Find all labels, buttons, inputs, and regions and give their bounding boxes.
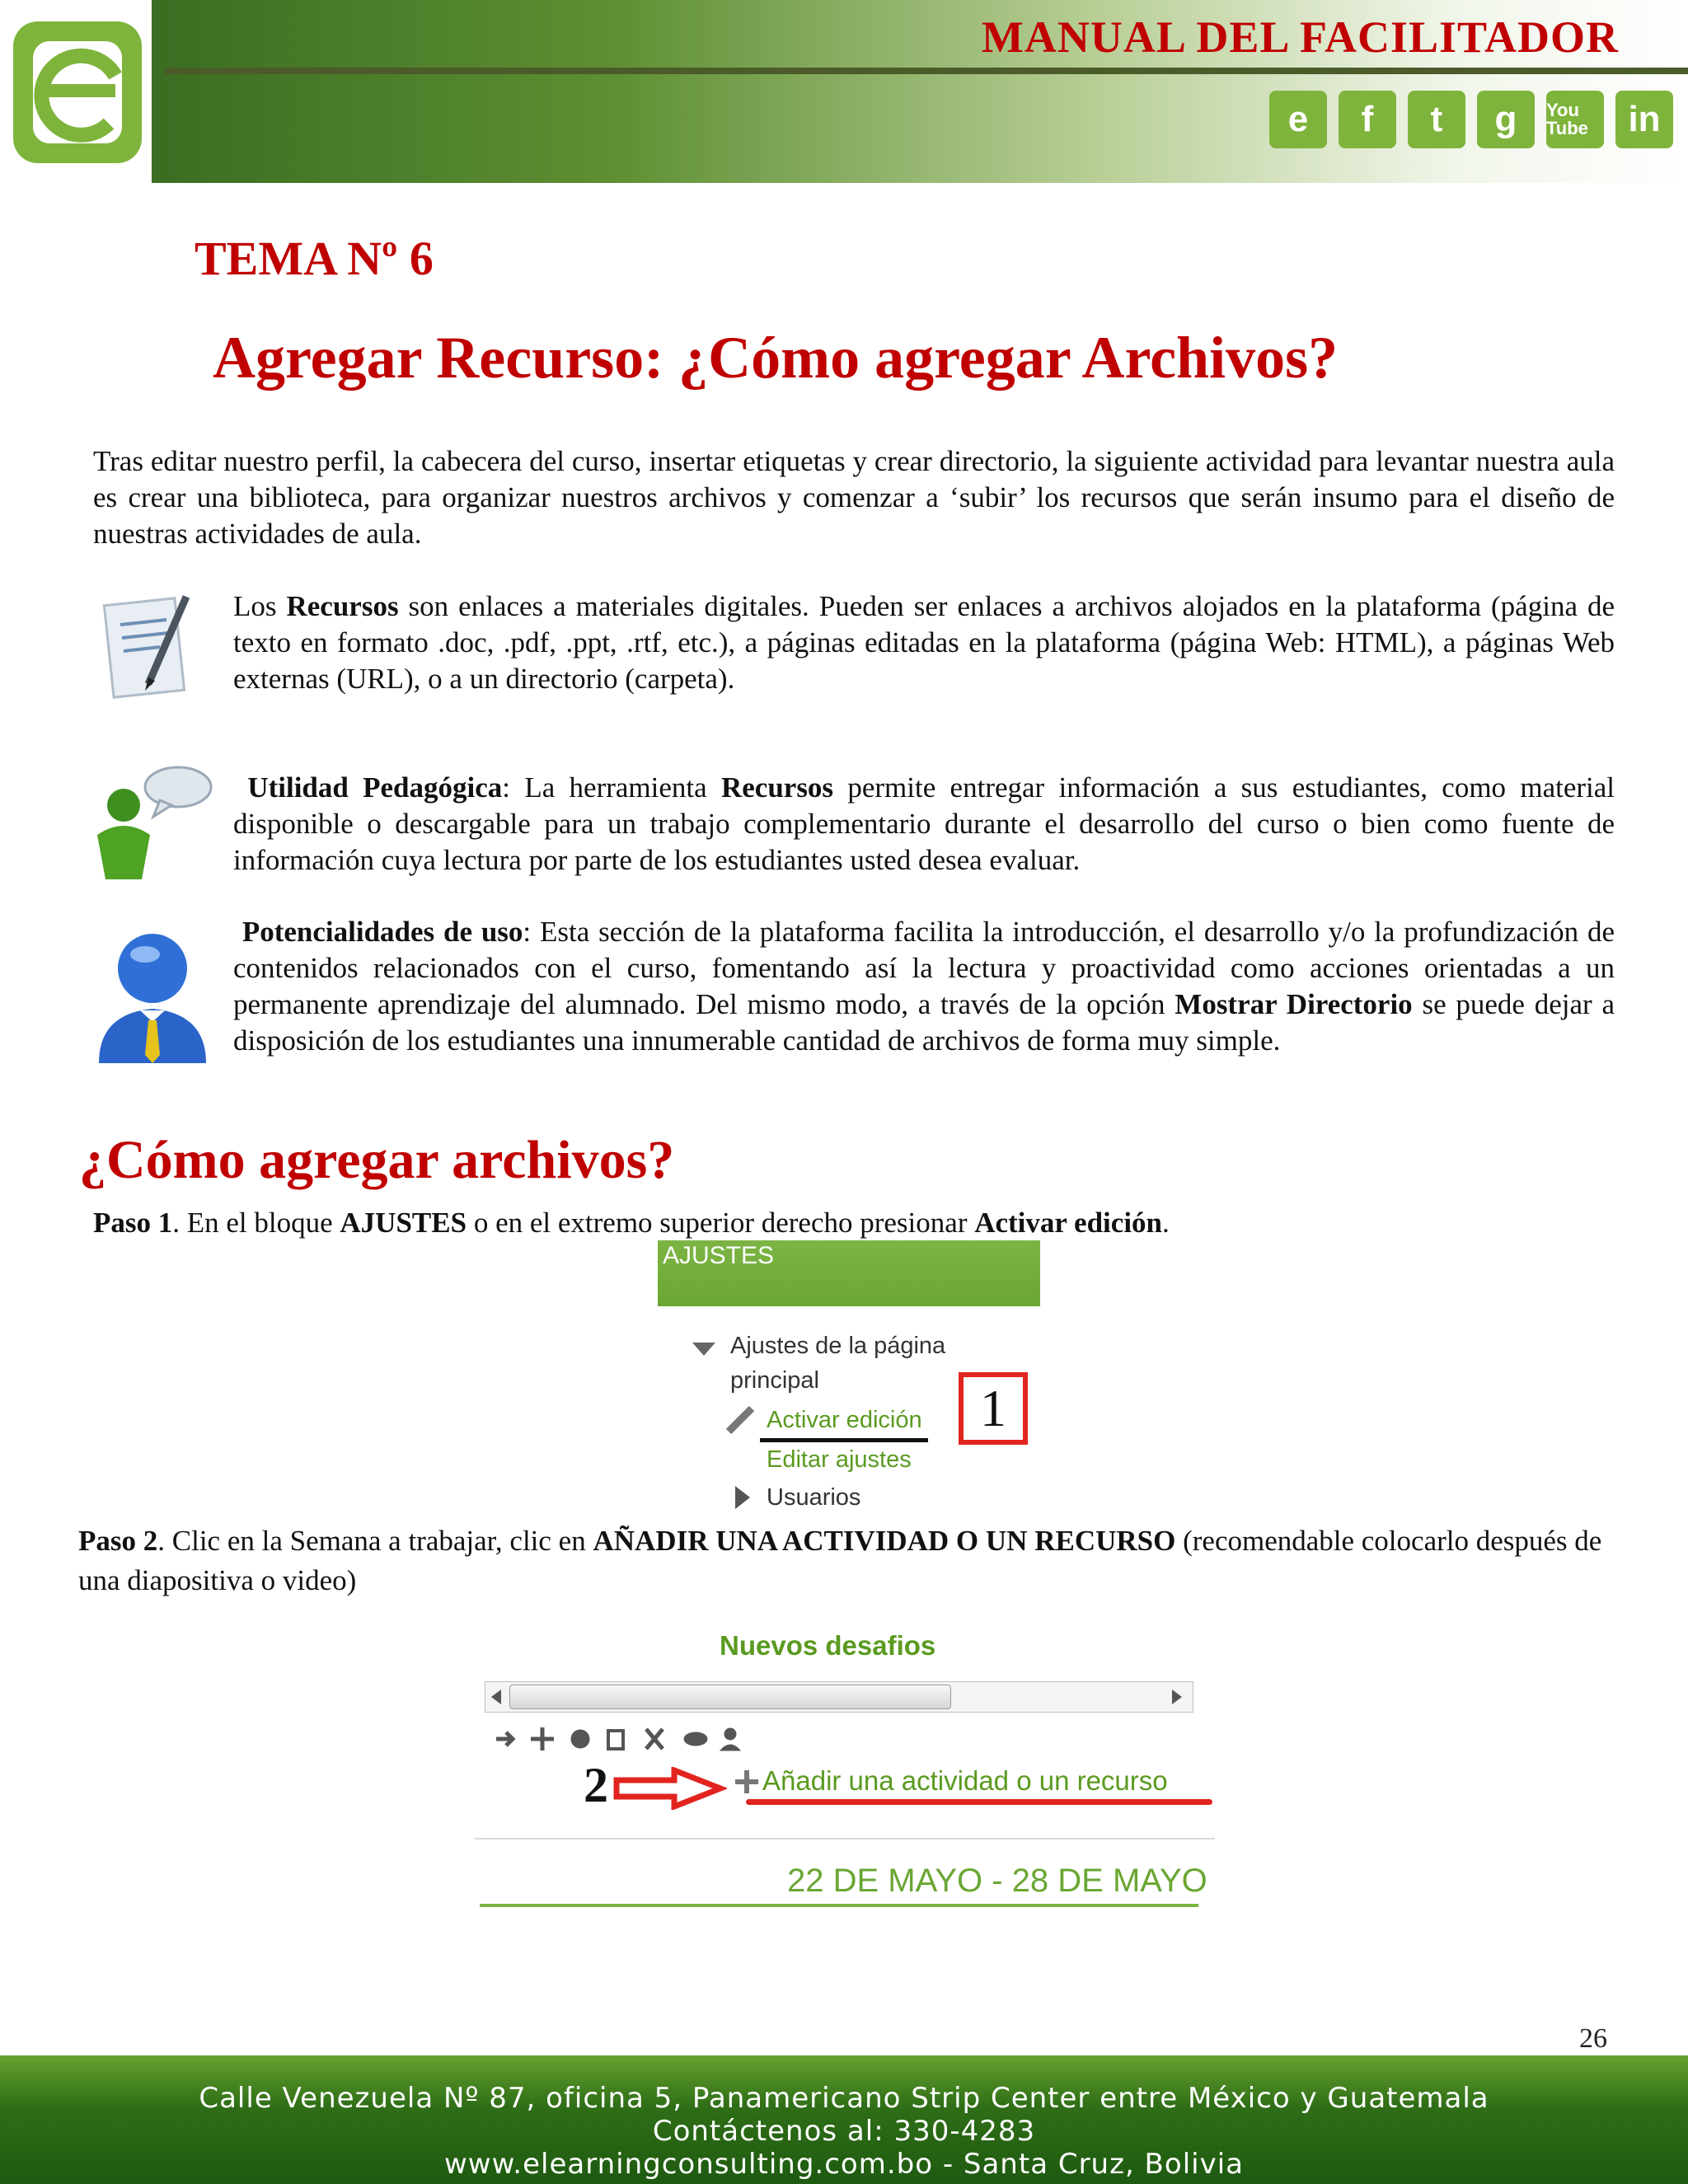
manual-title: MANUAL DEL FACILITADOR [981, 12, 1619, 62]
triangle-down-icon [692, 1343, 715, 1359]
activar-edicion-link[interactable]: Activar edición [767, 1407, 922, 1433]
facebook-icon[interactable]: f [1339, 91, 1396, 148]
paso-2-text: Paso 2. Clic en la Semana a trabajar, clic en AÑADIR UNA ACTIVIDAD O UN RECURSO (recomendable colocarlo después de una diapositiva o video) [78, 1525, 1602, 1596]
week-heading: Nuevos desafios [720, 1630, 936, 1661]
googleplus-icon[interactable]: g [1477, 91, 1535, 148]
red-underline [746, 1799, 1212, 1805]
scroll-right-arrow-icon[interactable] [1172, 1690, 1184, 1704]
step-2-marker: 2 [584, 1758, 608, 1812]
business-user-icon [91, 923, 198, 1047]
editar-ajustes-link[interactable]: Editar ajustes [767, 1446, 912, 1473]
scroll-left-arrow-icon[interactable] [491, 1690, 503, 1704]
ajustes-label: AJUSTES [663, 1242, 775, 1269]
red-arrow-icon [612, 1767, 727, 1810]
usuarios-link[interactable]: Usuarios [767, 1484, 861, 1511]
triangle-right-icon [735, 1486, 752, 1509]
ajustes-pagina-label[interactable]: Ajustes de la página [730, 1333, 946, 1359]
topic-number: TEMA Nº 6 [195, 232, 434, 285]
page-title: Agregar Recurso: ¿Cómo agregar Archivos? [213, 325, 1339, 391]
activar-underline [760, 1438, 928, 1442]
step-1-marker: 1 [959, 1372, 1028, 1445]
intro-paragraph: Tras editar nuestro perfil, la cabecera del curso, insertar etiquetas y crear directorio, la siguiente actividad para levantar nuestra aula es crear una biblioteca, para organizar nuestros archivos y comenzar a ‘subir’ los recursos que serán insumo para el diseño de nuestras actividades de aula. [93, 445, 1615, 550]
footer-address: Calle Venezuela Nº 87, oficina 5, Panamericano Strip Center entre México y Guatemala [199, 2082, 1489, 2115]
section-title: ¿Cómo agregar archivos? [79, 1130, 675, 1190]
plus-icon [734, 1769, 760, 1795]
company-logo [0, 0, 152, 183]
paso-1-text: Paso 1. En el bloque AJUSTES o en el extremo superior derecho presionar Activar edición. [93, 1207, 1170, 1239]
elearning-logo-icon [0, 0, 152, 183]
elearning-logo-icon[interactable]: e [1269, 91, 1327, 148]
twitter-icon[interactable]: t [1408, 91, 1465, 148]
next-week-title[interactable]: 22 DE MAYO - 28 DE MAYO [787, 1863, 1207, 1899]
edit-toolbar [495, 1722, 750, 1755]
footer-website: www.elearningconsulting.com.bo - Santa Cruz, Bolivia [444, 2148, 1244, 2181]
week-underline [480, 1904, 1198, 1907]
pencil-icon [724, 1404, 757, 1436]
footer-contact: Contáctenos al: 330-4283 [652, 2115, 1036, 2148]
section-divider [475, 1838, 1215, 1840]
utilidad-paragraph: Utilidad Pedagógica: La herramienta Recursos permite entregar información a sus estudiantes, como material disponible o descargable para un trabajo complementario durante el desarrollo del curso o bien como fuente de información cuya lectura por parte de los estudiantes usted desea evaluar. [233, 771, 1615, 876]
youtube-icon[interactable]: You Tube [1546, 91, 1604, 148]
document-pen-icon [97, 587, 204, 710]
linkedin-icon[interactable]: in [1615, 91, 1673, 148]
ajustes-pagina-label-2[interactable]: principal [730, 1367, 819, 1394]
scrollbar-thumb[interactable] [509, 1685, 951, 1709]
add-activity-link[interactable]: Añadir una actividad o un recurso [762, 1765, 1168, 1796]
recursos-paragraph: Los Recursos son enlaces a materiales digitales. Pueden ser enlaces a archivos alojados en la plataforma (página de texto en formato .doc, .pdf, .ppt, .rtf, etc.), a páginas editadas en la plataforma (página Web: HTML), a páginas Web externas (URL), o a un directorio (carpeta). [233, 590, 1615, 695]
page-number: 26 [1579, 2023, 1607, 2054]
potencialidades-paragraph: Potencialidades de uso: Esta sección de la plataforma facilita la introducción, el desarrollo y/o la profundización de contenidos relacionados con el curso, fomentando así la lectura y proactividad como acciones orientadas a un permanente aprendizaje del alumnado. Del mismo modo, a través de la opción Mostrar Directorio se puede dejar a disposición de los estudiantes una innumerable cantidad de archivos de forma muy simple. [233, 916, 1615, 1057]
header-divider [165, 68, 1688, 74]
user-speech-bubble-icon [89, 762, 196, 886]
social-links [1269, 91, 1673, 148]
